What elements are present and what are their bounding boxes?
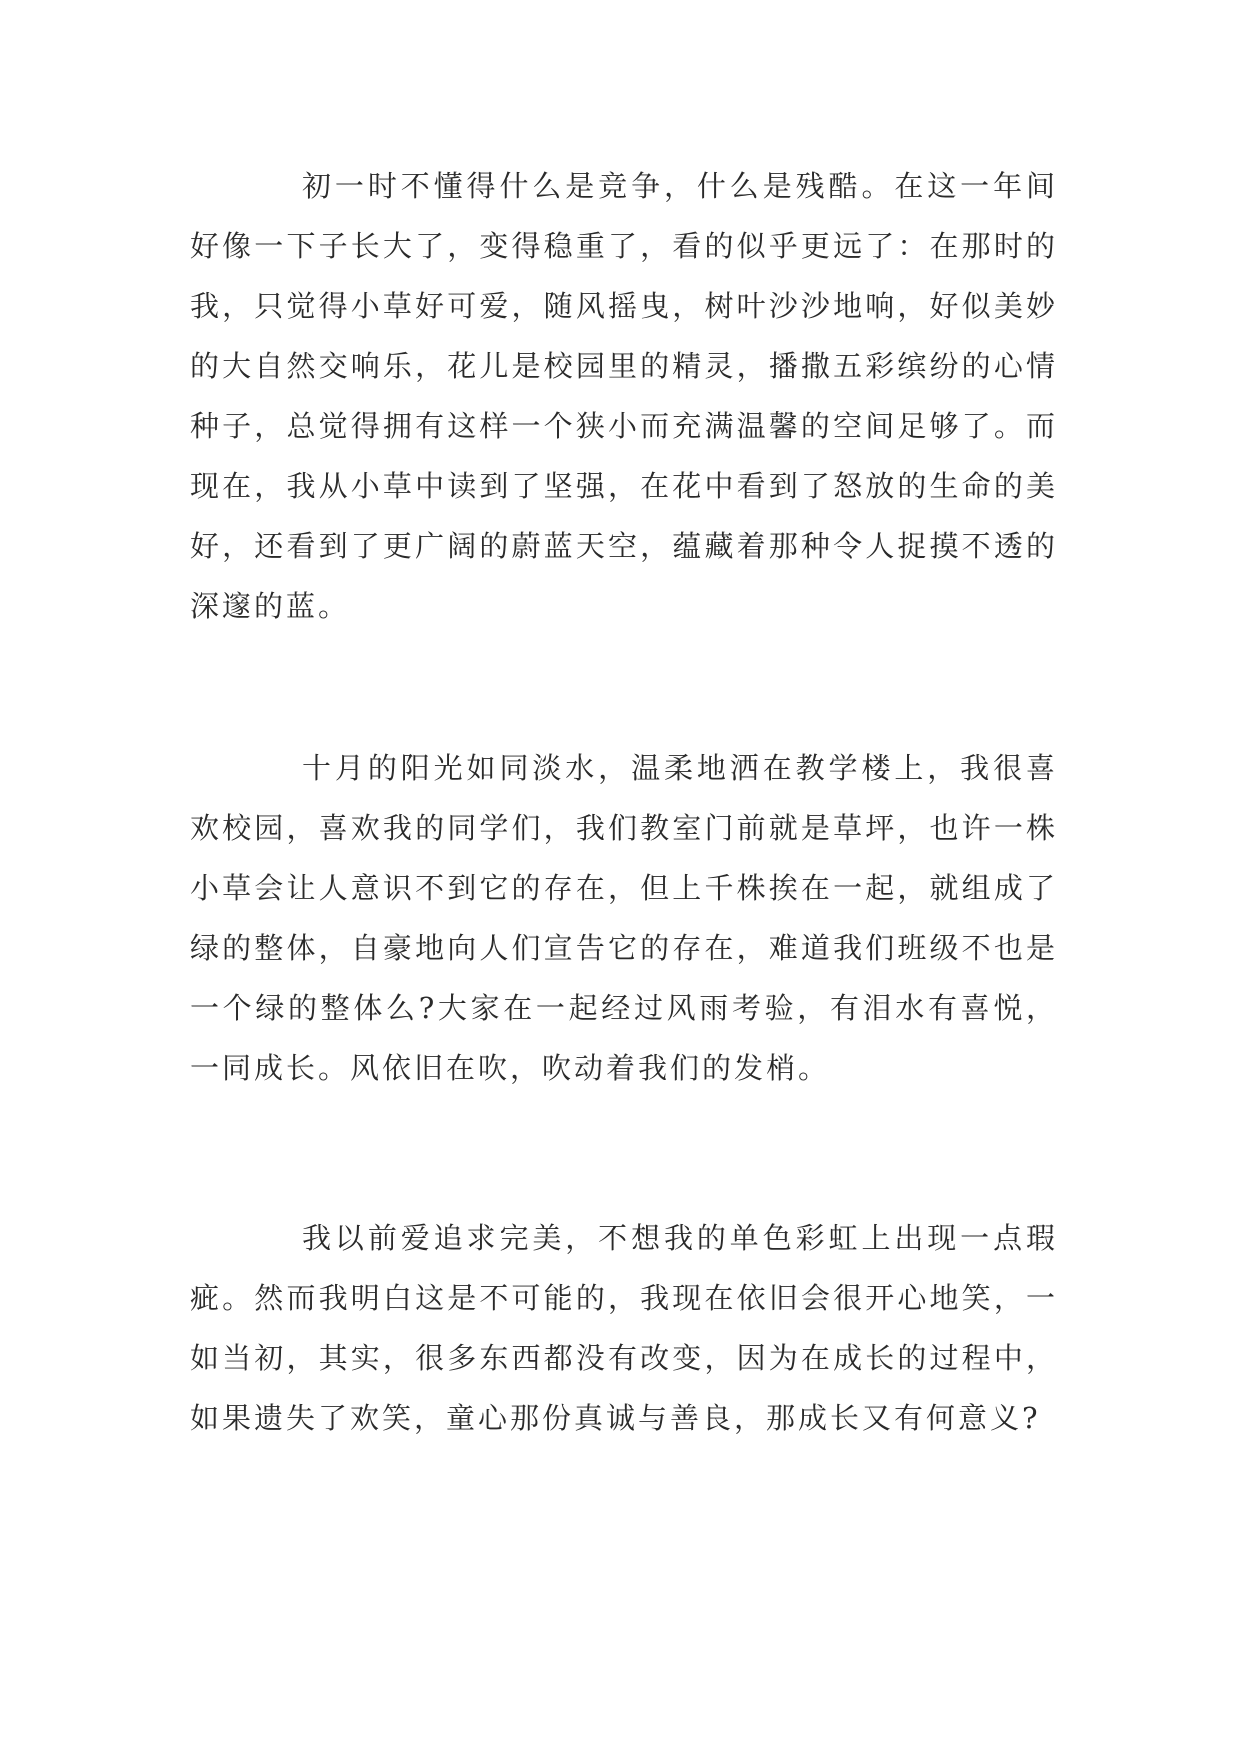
paragraph-2: 十月的阳光如同淡水，温柔地洒在教学楼上，我很喜欢校园，喜欢我的同学们，我们教室门前就是草坪，也许一株小草会让人意识不到它的存在，但上千株挨在一起，就组成了绿的整体，自豪地向人们宣告它的存在，难道我们班级不也是一个绿的整体么?大家在一起经过风雨考验，有泪水有喜悦，一同成长。风依旧在吹，吹动着我们的发梢。 (190, 751, 1058, 1085)
paragraph-3: 我以前爱追求完美，不想我的单色彩虹上出现一点瑕疵。然而我明白这是不可能的，我现在依旧会很开心地笑，一如当初，其实，很多东西都没有改变，因为在成长的过程中，如果遗失了欢笑，童心那份真诚与善良，那成长又有何意义? (190, 1221, 1058, 1435)
paragraph-1: 初一时不懂得什么是竞争，什么是残酷。在这一年间好像一下子长大了，变得稳重了，看的似乎更远了：在那时的我，只觉得小草好可爱，随风摇曳，树叶沙沙地响，好似美妙的大自然交响乐，花儿是校园里的精灵，播撒五彩缤纷的心情种子，总觉得拥有这样一个狭小而充满温馨的空间足够了。而现在，我从小草中读到了坚强，在花中看到了怒放的生命的美好，还看到了更广阔的蔚蓝天空，蕴藏着那种令人捉摸不透的深邃的蓝。 (190, 169, 1058, 623)
